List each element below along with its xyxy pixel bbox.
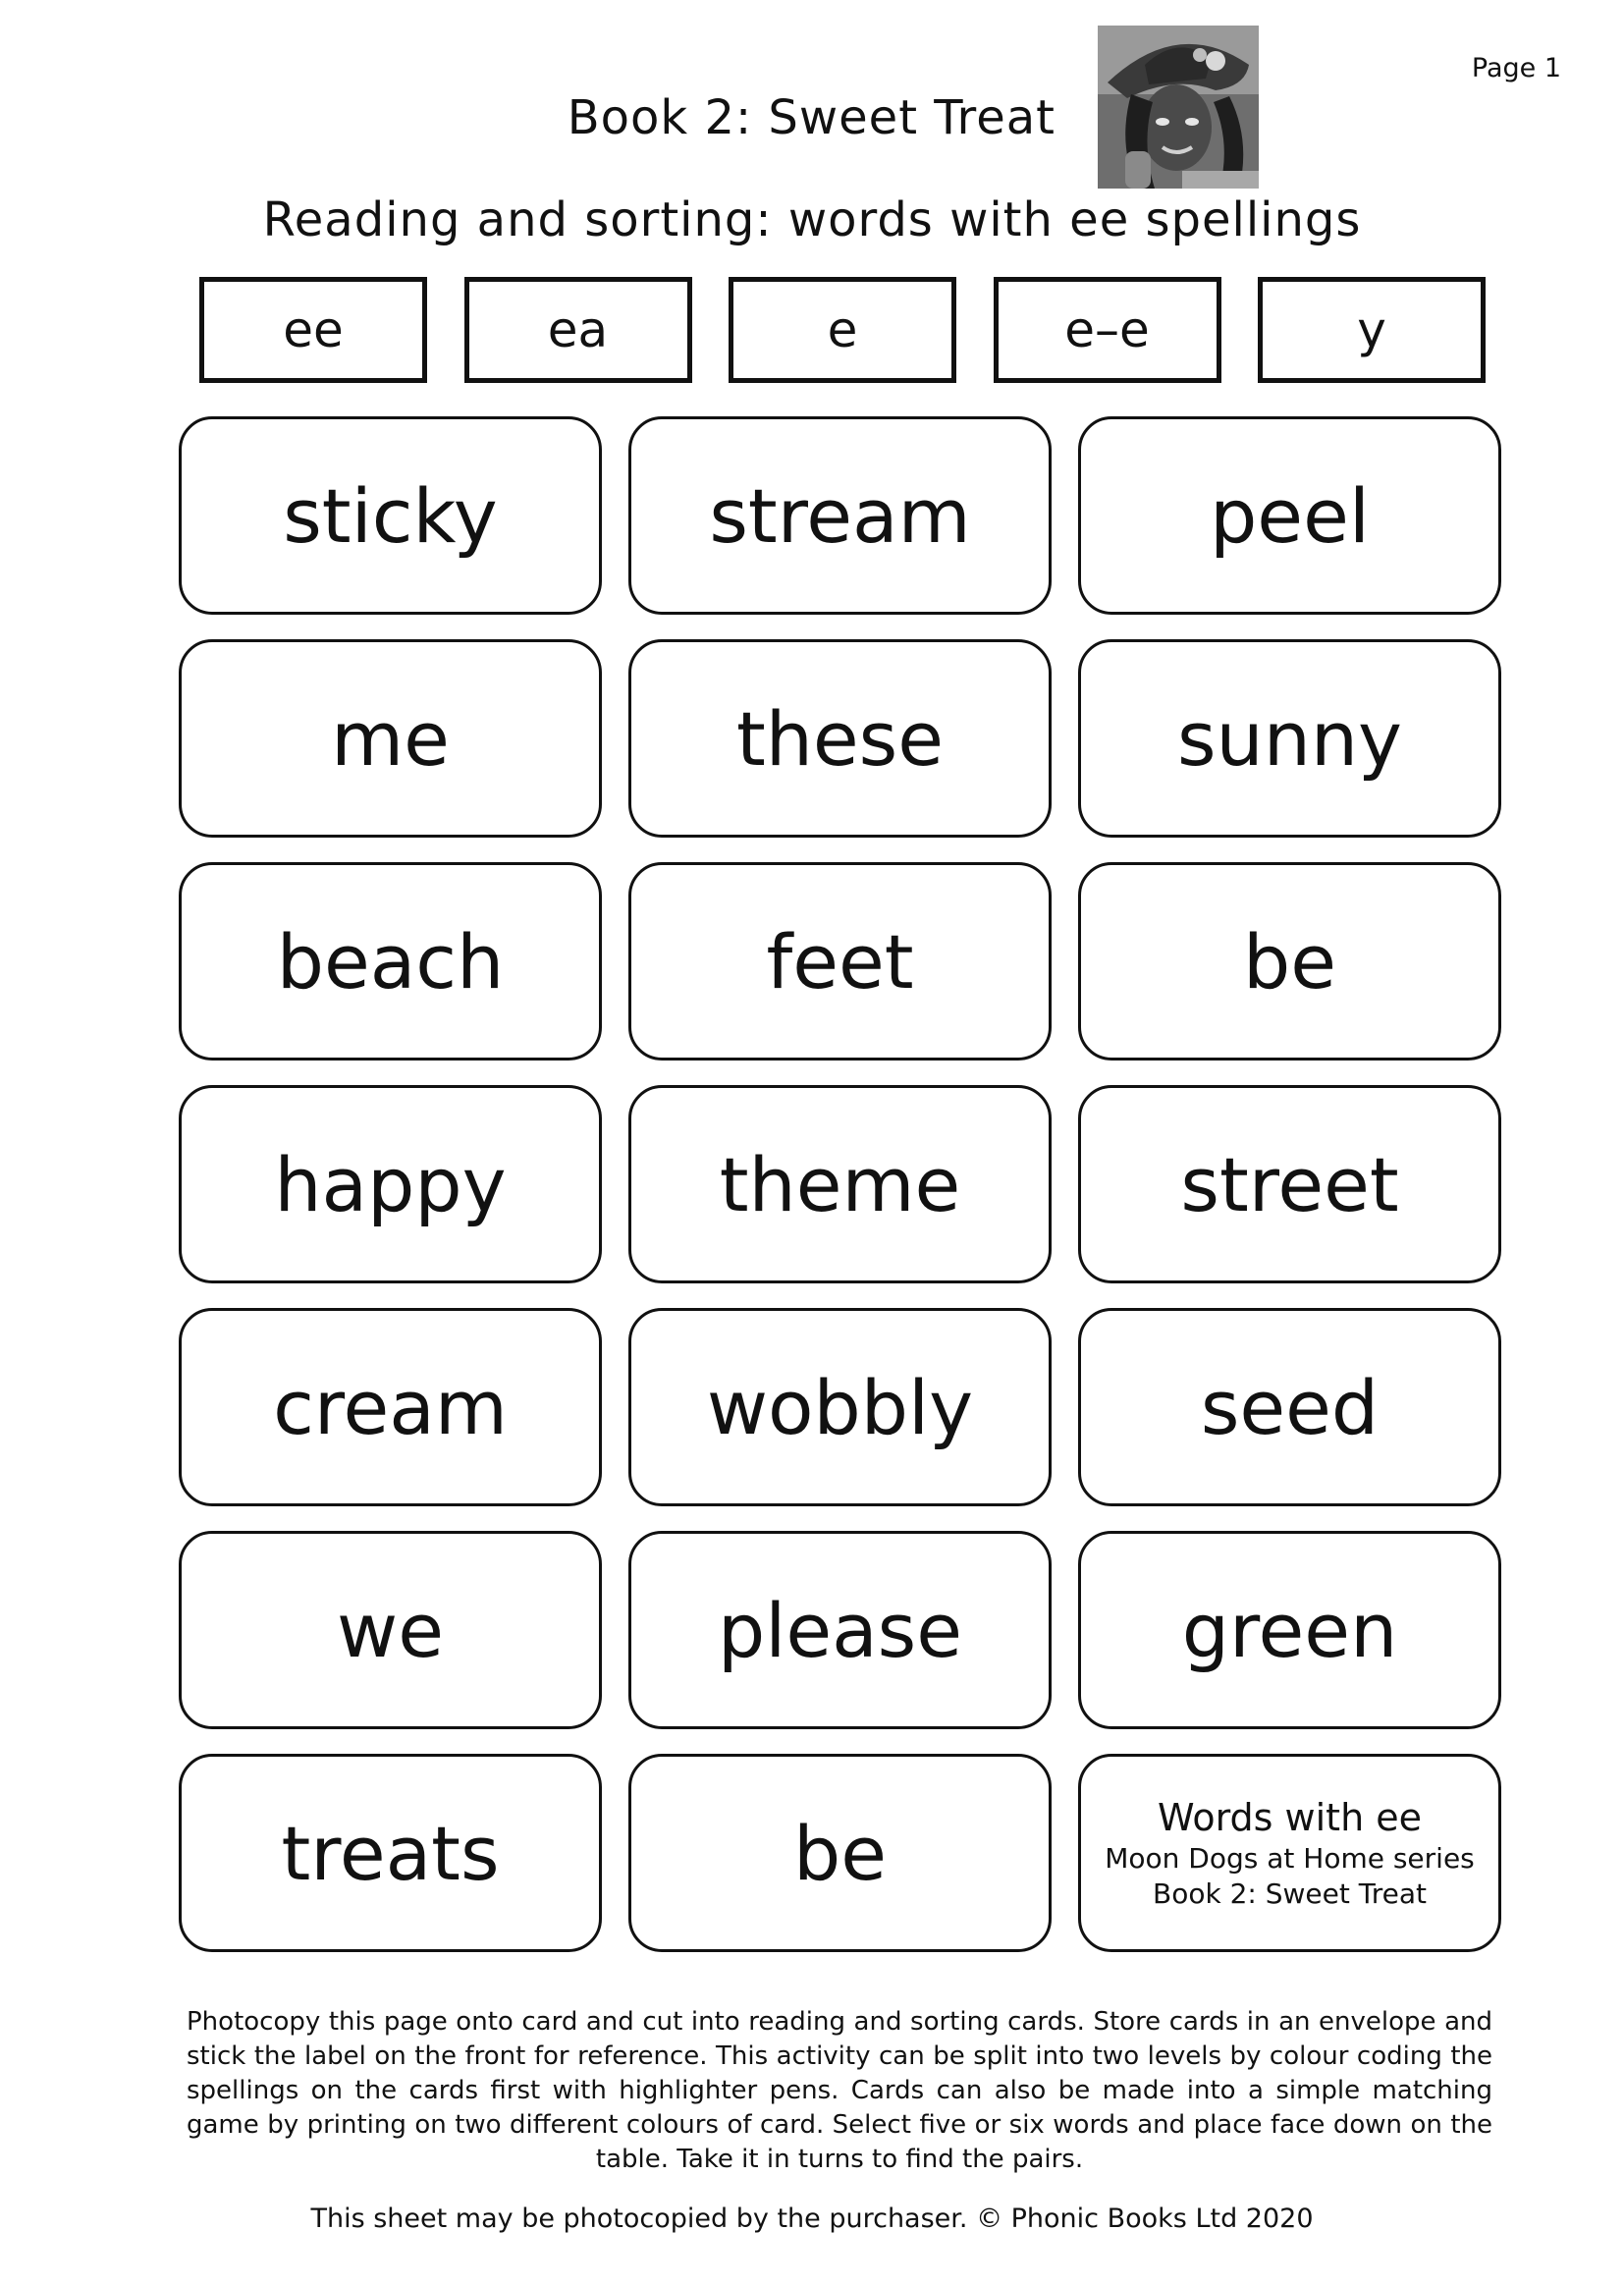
category-headers — [199, 277, 1486, 383]
envelope-label-card — [1078, 1754, 1501, 1952]
category-box-ee: ee — [199, 277, 427, 383]
category-box-y: y — [1258, 277, 1486, 383]
word-card: me — [179, 639, 602, 838]
word-card: be — [628, 1754, 1052, 1952]
word-card: we — [179, 1531, 602, 1729]
word-card: cream — [179, 1308, 602, 1506]
word-card: peel — [1078, 416, 1501, 615]
activity-subtitle: Reading and sorting: words with ee spellings — [262, 192, 1362, 247]
word-card: treats — [179, 1754, 602, 1952]
category-box-e-e: e–e — [994, 277, 1221, 383]
label-card-series: Moon Dogs at Home series — [1105, 1842, 1475, 1875]
word-card: feet — [628, 862, 1052, 1061]
word-card: happy — [179, 1085, 602, 1283]
word-card: sunny — [1078, 639, 1501, 838]
label-card-title: Words with ee — [1157, 1796, 1422, 1839]
character-portrait — [1098, 26, 1259, 189]
word-card: green — [1078, 1531, 1501, 1729]
word-card: please — [628, 1531, 1052, 1729]
copyright-footer: This sheet may be photocopied by the purchaser. © Phonic Books Ltd 2020 — [310, 2203, 1314, 2234]
word-card: seed — [1078, 1308, 1501, 1506]
word-card: be — [1078, 862, 1501, 1061]
word-card: wobbly — [628, 1308, 1052, 1506]
word-card: sticky — [179, 416, 602, 615]
character-illustration — [1098, 26, 1259, 189]
category-box-e: e — [729, 277, 956, 383]
word-card-grid — [179, 416, 1502, 1952]
word-card: theme — [628, 1085, 1052, 1283]
book-title: Book 2: Sweet Treat — [567, 90, 1056, 145]
instructions-text: Photocopy this page onto card and cut into reading and sorting cards. Store cards in an envelope and stick the label on the front for reference. This activity can be split into two levels by colour coding the spellings on the cards first with highlighter pens. Cards can also be made into a simple matching game by printing on two different colours of card. Select five or six words and place face down on the table. Take it in turns to find the pairs. — [187, 2007, 1492, 2174]
word-card: street — [1078, 1085, 1501, 1283]
word-card: beach — [179, 862, 602, 1061]
category-box-ea: ea — [464, 277, 692, 383]
word-card: stream — [628, 416, 1052, 615]
page-number: Page 1 — [1471, 53, 1561, 83]
word-card: these — [628, 639, 1052, 838]
label-card-book: Book 2: Sweet Treat — [1153, 1877, 1427, 1910]
